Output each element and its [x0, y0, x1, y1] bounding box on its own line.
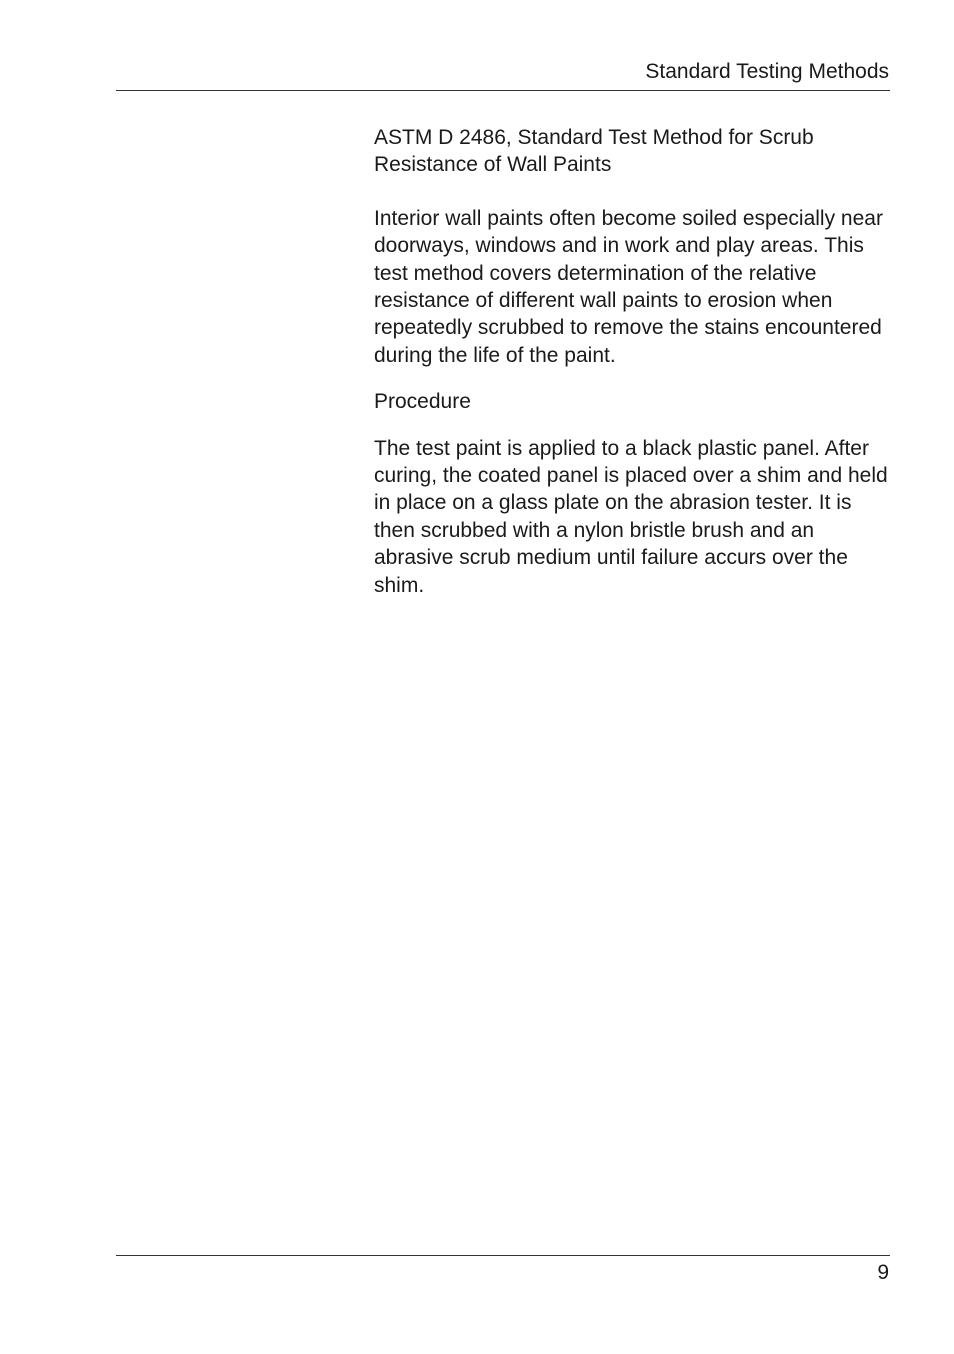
procedure-paragraph: The test paint is applied to a black plastic panel. After curing, the coated panel is placed over a shim and held in place on a glass plate on the abrasion tester. It is then scrubbed with a nylon bristle brush and an abrasive scrub medium until failure accurs over the shim.: [374, 436, 888, 597]
footer-divider: [116, 1255, 890, 1256]
section-title: ASTM D 2486, Standard Test Method for Scrub Resistance of Wall Paints: [374, 126, 814, 177]
procedure-heading: Procedure: [374, 390, 471, 414]
intro-paragraph: Interior wall paints often become soiled especially near doorways, windows and in work and play areas. This test method covers determination of the relative resistance of different wall paints to erosion when repeatedly scrubbed to remove the stains encountered during the life of the paint.: [374, 206, 883, 367]
page-number: 9: [877, 1261, 889, 1284]
running-header: Standard Testing Methods: [645, 60, 889, 83]
header-divider: [116, 90, 890, 91]
main-content: [374, 124, 894, 599]
